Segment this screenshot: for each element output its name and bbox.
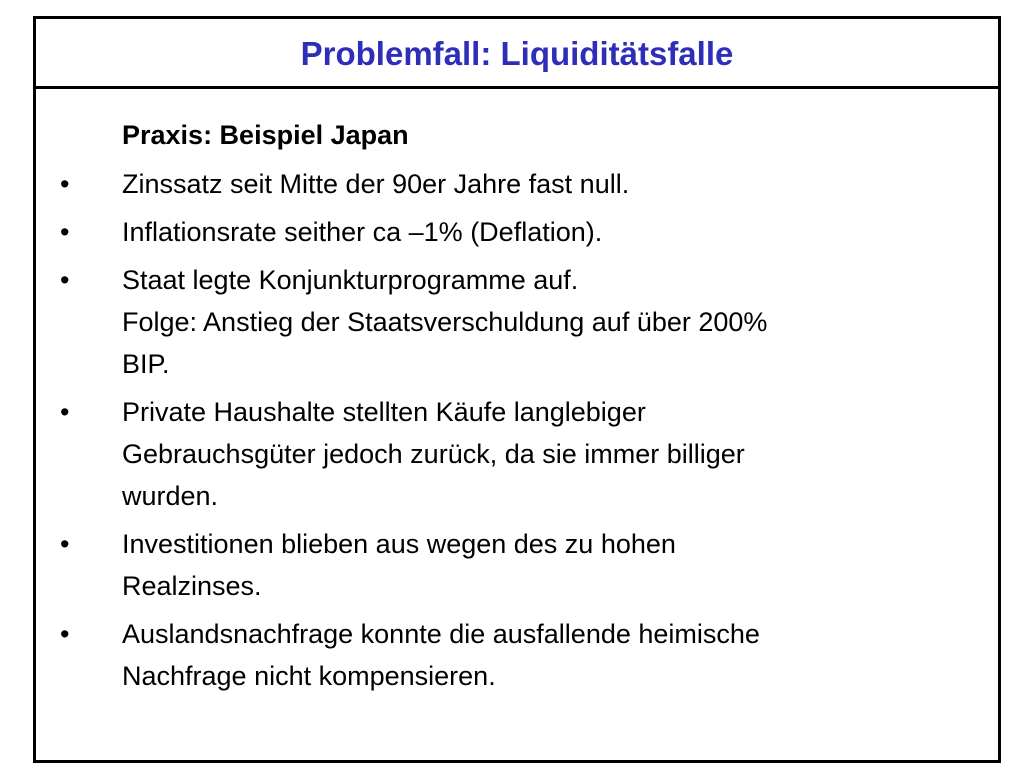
bullet-line: Staat legte Konjunkturprogramme auf. <box>122 265 579 295</box>
bullet-dot-icon: • <box>60 529 70 559</box>
bullet-line: Auslandsnachfrage konnte die ausfallende heimische <box>122 619 760 649</box>
bullet-line: wurden. <box>122 481 219 511</box>
bullet-line: BIP. <box>122 349 170 379</box>
bullet-text <box>122 211 998 253</box>
bullet-line: Gebrauchsgüter jedoch zurück, da sie immer billiger <box>122 439 745 469</box>
bullet-list <box>36 163 998 703</box>
bullet-dot-icon: • <box>60 397 70 427</box>
subheading: Praxis: Beispiel Japan <box>122 120 409 150</box>
bullet-line: Nachfrage nicht kompensieren. <box>122 661 496 691</box>
slide-title: Problemfall: Liquiditätsfalle <box>300 34 734 72</box>
bullet-text <box>122 613 998 697</box>
bullet-item <box>36 163 998 205</box>
bullet-item <box>36 211 998 253</box>
bullet-line: Private Haushalte stellten Käufe langlebiger <box>122 397 646 427</box>
bullet-text <box>122 259 998 385</box>
bullet-line: Realzinses. <box>122 571 262 601</box>
bullet-item <box>36 259 998 385</box>
title-box <box>36 19 998 89</box>
bullet-item <box>36 613 998 697</box>
bullet-dot-icon: • <box>60 265 70 295</box>
bullet-text <box>122 523 998 607</box>
bullet-dot-icon: • <box>60 169 70 199</box>
bullet-line: Inflationsrate seither ca –1% (Deflation). <box>122 217 603 247</box>
bullet-item <box>36 523 998 607</box>
bullet-text <box>122 163 998 205</box>
slide-frame <box>33 16 1001 763</box>
bullet-dot-icon: • <box>60 217 70 247</box>
bullet-dot-icon: • <box>60 619 70 649</box>
bullet-line: Investitionen blieben aus wegen des zu hohen <box>122 529 676 559</box>
bullet-line: Zinssatz seit Mitte der 90er Jahre fast null. <box>122 169 630 199</box>
bullet-line: Folge: Anstieg der Staatsverschuldung auf über 200% <box>122 307 768 337</box>
bullet-item <box>36 391 998 517</box>
bullet-text <box>122 391 998 517</box>
